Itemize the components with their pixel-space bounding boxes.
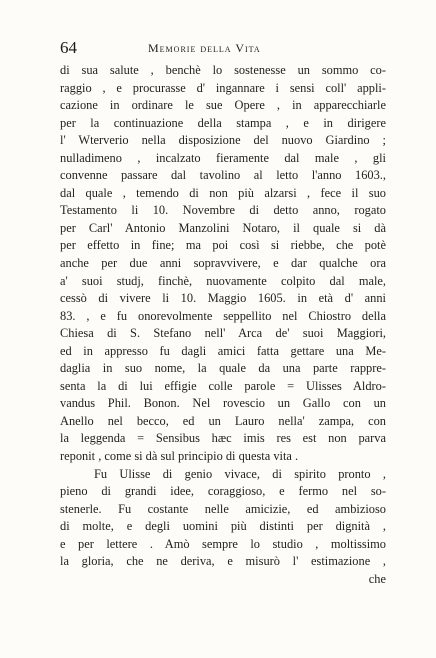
text-line: nulladimeno , incalzato fieramente dal male , gli [60,150,386,165]
catchword: che [368,571,386,586]
text-line: convenne passare dal tavolino al letto l'anno 1603., [60,168,386,183]
text-line: a' suoi studj, finchè, nuovamente colpito dal male, [60,273,386,288]
running-head: Memorie della Vita [148,41,261,55]
page-number: 64 [60,38,77,57]
text-line: raggio , e procurasse d' ingannare i sensi coll' appli- [60,80,386,95]
text-line: pieno di grandi idee, coraggioso, e fermo nel so- [60,484,386,499]
text-line: ed in appresso fu dagli amici fatta gettare una Me- [60,343,386,358]
text-line: cazione in ordinare le sue Opere , in apparecchiarle [60,98,386,113]
text-line: la leggenda = Sensibus hæc imis res est non parva [60,431,386,446]
text-line: la gloria, che ne deriva, e misurò l' estimazione , [60,554,386,569]
text-line: senta la di lui effigie colle parole = Ulisses Aldro- [60,378,386,393]
body-text [60,62,386,588]
text-line: Fu Ulisse di genio vivace, di spirito pronto , [94,466,386,481]
text-line: l' Wterverio nella disposizione del nuovo Giardino ; [60,133,386,148]
text-line: daglia in suo nome, la quale da una parte rappre- [60,361,386,376]
text-line: reponit , come si dà sul principio di questa vita . [60,449,299,464]
text-line: per la continuazione della stampa , e in dirigere [60,115,386,130]
text-line: Chiesa di S. Stefano nell' Arca de' suoi Maggiori, [60,326,386,341]
text-line: per effetto in fine; ma poi così si riebbe, che potè [60,238,386,253]
text-line: dal quale , temendo di non più alzarsi , fece il suo [60,185,386,200]
text-line: vandus Phil. Bonon. Nel rovescio un Gallo con un [60,396,386,411]
text-line: per Carl' Antonio Manzolini Notaro, il quale si dà [60,220,386,235]
text-line: di sua salute , benchè lo sostenesse un sommo co- [60,63,386,77]
text-line: anche per due anni sopravvivere, e dar qualche ora [60,256,386,271]
text-line: cessò di vivere li 10. Maggio 1605. in età d' anni [60,291,386,306]
text-line: di molte, e degli uomini più distinti per dignità , [60,519,386,534]
page-header [60,38,380,60]
text-line: 83. , e fu onorevolmente seppellito nel Chiostro della [60,308,386,323]
text-line: stenerle. Fu costante nelle amicizie, ed ambizioso [60,501,386,516]
text-line: e per lettere . Amò sempre lo studio , moltissimo [60,536,386,551]
text-line: Testamento li 10. Novembre di detto anno, rogato [60,203,386,218]
text-line: Anello nel becco, ed un Lauro nella' zampa, con [60,413,386,428]
